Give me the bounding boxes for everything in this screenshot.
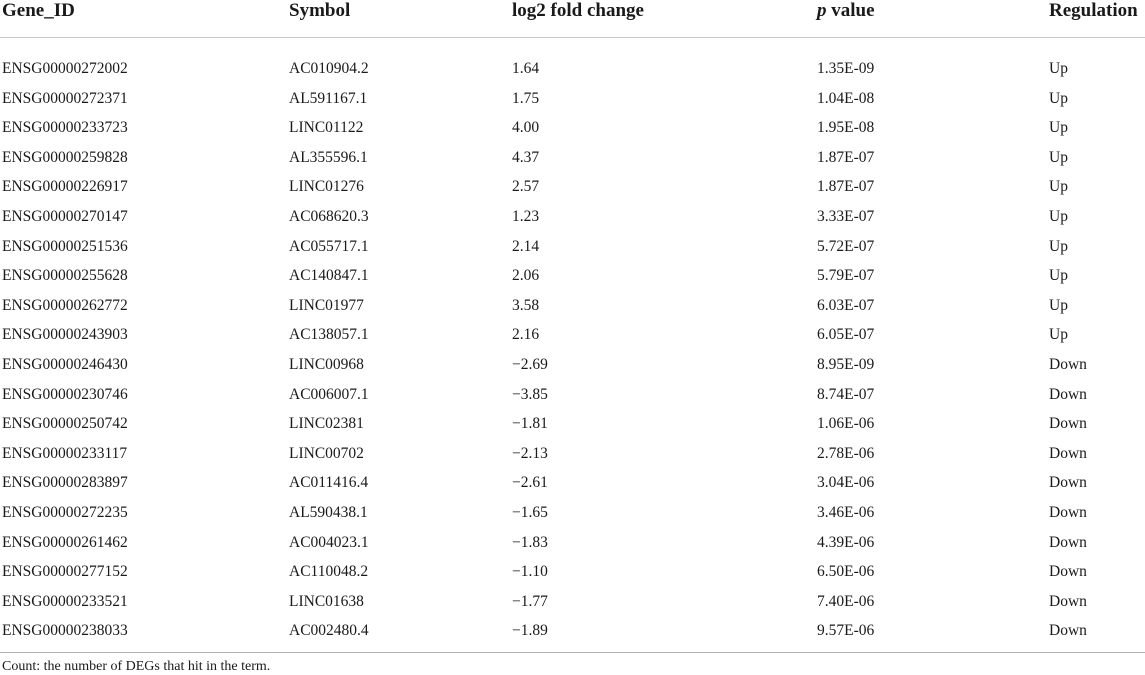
cell-p-value: 2.78E-06	[817, 444, 875, 462]
cell-symbol: LINC01122	[289, 119, 364, 137]
cell-symbol: AC055717.1	[289, 237, 369, 255]
cell-log2-fold-change: 2.57	[512, 178, 540, 196]
cell-gene-id: ENSG00000283897	[2, 474, 128, 492]
cell-regulation: Up	[1049, 237, 1068, 255]
cell-regulation: Down	[1049, 385, 1087, 403]
cell-symbol: AC068620.3	[289, 207, 369, 225]
cell-log2-fold-change: 3.58	[512, 296, 540, 314]
cell-symbol: AC138057.1	[289, 326, 369, 344]
table-row	[0, 498, 1145, 528]
table-row	[0, 291, 1145, 321]
table-row	[0, 202, 1145, 232]
cell-symbol: AC004023.1	[289, 533, 369, 551]
cell-log2-fold-change: −1.81	[512, 415, 548, 433]
cell-symbol: AL591167.1	[289, 89, 368, 107]
cell-regulation: Down	[1049, 415, 1087, 433]
cell-gene-id: ENSG00000251536	[2, 237, 128, 255]
cell-log2-fold-change: −2.69	[512, 355, 548, 373]
cell-regulation: Down	[1049, 355, 1087, 373]
cell-gene-id: ENSG00000272235	[2, 503, 128, 521]
table-row	[0, 528, 1145, 558]
cell-p-value: 3.04E-06	[817, 474, 875, 492]
table-bottom-rule	[0, 652, 1145, 653]
table-row	[0, 38, 1145, 84]
cell-log2-fold-change: −2.13	[512, 444, 548, 462]
cell-regulation: Down	[1049, 503, 1087, 521]
table-row	[0, 380, 1145, 410]
column-header-symbol: Symbol	[287, 0, 510, 38]
cell-gene-id: ENSG00000243903	[2, 326, 128, 344]
cell-symbol: AC006007.1	[289, 385, 369, 403]
cell-log2-fold-change: −1.77	[512, 592, 548, 610]
cell-regulation: Up	[1049, 119, 1068, 137]
p-value-label-rest: value	[826, 0, 875, 21]
table-row	[0, 616, 1145, 646]
table-header-row	[0, 0, 1145, 38]
cell-regulation: Up	[1049, 178, 1068, 196]
cell-gene-id: ENSG00000250742	[2, 415, 128, 433]
cell-p-value: 7.40E-06	[817, 592, 875, 610]
table-row	[0, 143, 1145, 173]
cell-log2-fold-change: 4.37	[512, 148, 540, 166]
cell-regulation: Down	[1049, 563, 1087, 581]
column-header-p-value	[815, 0, 1047, 38]
table-body	[0, 38, 1145, 646]
cell-symbol: LINC02381	[289, 415, 364, 433]
cell-log2-fold-change: −1.10	[512, 563, 548, 581]
cell-gene-id: ENSG00000233117	[2, 444, 128, 462]
column-header-gene-id: Gene_ID	[0, 0, 287, 38]
cell-gene-id: ENSG00000261462	[2, 533, 128, 551]
cell-symbol: AC011416.4	[289, 474, 369, 492]
cell-regulation: Down	[1049, 444, 1087, 462]
cell-symbol: LINC01977	[289, 296, 364, 314]
cell-p-value: 4.39E-06	[817, 533, 875, 551]
cell-log2-fold-change: 1.23	[512, 207, 540, 225]
column-header-log2-fold-change: log2 fold change	[510, 0, 815, 38]
cell-gene-id: ENSG00000238033	[2, 622, 128, 640]
cell-p-value: 8.95E-09	[817, 355, 875, 373]
table-row	[0, 261, 1145, 291]
column-header-regulation: Regulation	[1047, 0, 1145, 38]
cell-gene-id: ENSG00000233521	[2, 592, 128, 610]
cell-gene-id: ENSG00000262772	[2, 296, 128, 314]
cell-regulation: Down	[1049, 474, 1087, 492]
table-row	[0, 468, 1145, 498]
cell-regulation: Up	[1049, 296, 1068, 314]
cell-p-value: 6.50E-06	[817, 563, 875, 581]
cell-gene-id: ENSG00000277152	[2, 563, 128, 581]
cell-p-value: 1.35E-09	[817, 60, 875, 77]
cell-log2-fold-change: 4.00	[512, 119, 540, 137]
cell-symbol: LINC01638	[289, 592, 364, 610]
cell-log2-fold-change: 2.14	[512, 237, 540, 255]
table-row	[0, 320, 1145, 350]
cell-symbol: AC110048.2	[289, 563, 369, 581]
cell-p-value: 3.33E-07	[817, 207, 875, 225]
cell-log2-fold-change: 1.64	[512, 60, 540, 77]
cell-log2-fold-change: −1.83	[512, 533, 548, 551]
p-symbol: p	[817, 0, 827, 21]
cell-gene-id: ENSG00000259828	[2, 148, 128, 166]
table-row	[0, 439, 1145, 469]
cell-regulation: Down	[1049, 622, 1087, 640]
cell-p-value: 8.74E-07	[817, 385, 875, 403]
cell-symbol: LINC00968	[289, 355, 364, 373]
cell-regulation: Up	[1049, 207, 1068, 225]
cell-symbol: AL355596.1	[289, 148, 368, 166]
cell-symbol: AC010904.2	[289, 60, 369, 77]
cell-p-value: 5.79E-07	[817, 267, 875, 285]
table-row	[0, 172, 1145, 202]
cell-gene-id: ENSG00000246430	[2, 355, 128, 373]
cell-regulation: Up	[1049, 267, 1068, 285]
cell-gene-id: ENSG00000272371	[2, 89, 128, 107]
cell-log2-fold-change: −2.61	[512, 474, 548, 492]
cell-gene-id: ENSG00000226917	[2, 178, 128, 196]
cell-p-value: 9.57E-06	[817, 622, 875, 640]
cell-log2-fold-change: 1.75	[512, 89, 540, 107]
cell-regulation: Up	[1049, 326, 1068, 344]
table-row	[0, 409, 1145, 439]
table-row	[0, 557, 1145, 587]
table-row	[0, 350, 1145, 380]
cell-log2-fold-change: 2.06	[512, 267, 540, 285]
cell-gene-id: ENSG00000233723	[2, 119, 128, 137]
table-row	[0, 232, 1145, 262]
cell-regulation: Up	[1049, 148, 1068, 166]
cell-p-value: 1.04E-08	[817, 89, 875, 107]
cell-p-value: 1.06E-06	[817, 415, 875, 433]
cell-p-value: 6.03E-07	[817, 296, 875, 314]
cell-symbol: AL590438.1	[289, 503, 368, 521]
cell-log2-fold-change: −1.89	[512, 622, 548, 640]
cell-symbol: LINC01276	[289, 178, 364, 196]
cell-gene-id: ENSG00000270147	[2, 207, 128, 225]
cell-symbol: LINC00702	[289, 444, 364, 462]
cell-regulation: Down	[1049, 533, 1087, 551]
cell-p-value: 5.72E-07	[817, 237, 875, 255]
cell-regulation: Up	[1049, 89, 1068, 107]
cell-p-value: 6.05E-07	[817, 326, 875, 344]
cell-p-value: 3.46E-06	[817, 503, 875, 521]
cell-gene-id: ENSG00000272002	[2, 60, 128, 77]
cell-log2-fold-change: 2.16	[512, 326, 540, 344]
table-footnote: Count: the number of DEGs that hit in the term.	[2, 659, 271, 674]
cell-gene-id: ENSG00000230746	[2, 385, 128, 403]
cell-log2-fold-change: −3.85	[512, 385, 548, 403]
table-row	[0, 84, 1145, 114]
cell-gene-id: ENSG00000255628	[2, 267, 128, 285]
cell-symbol: AC140847.1	[289, 267, 369, 285]
table-row	[0, 587, 1145, 617]
cell-regulation: Down	[1049, 592, 1087, 610]
cell-log2-fold-change: −1.65	[512, 503, 548, 521]
cell-symbol: AC002480.4	[289, 622, 369, 640]
cell-p-value: 1.87E-07	[817, 148, 875, 166]
table-row	[0, 113, 1145, 143]
cell-p-value: 1.87E-07	[817, 178, 875, 196]
cell-p-value: 1.95E-08	[817, 119, 875, 137]
cell-regulation: Up	[1049, 60, 1068, 77]
